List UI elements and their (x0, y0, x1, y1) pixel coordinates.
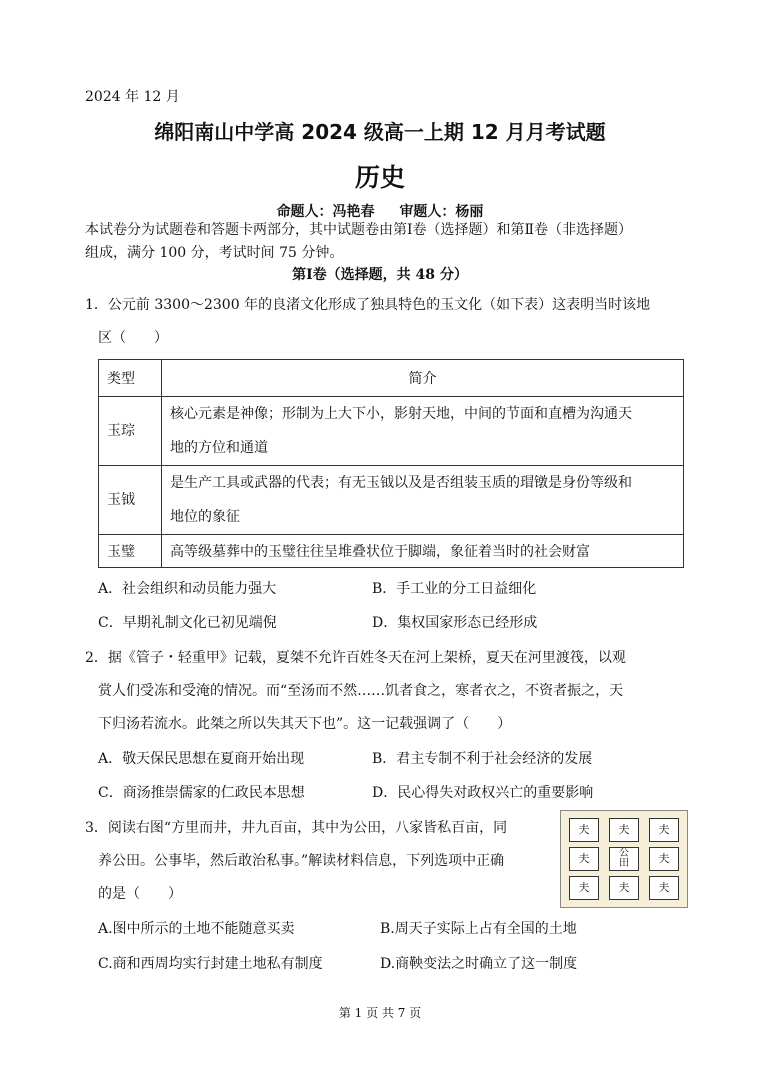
q2-stem-line-2: 赏人们受冻和受淹的情况。而“至汤而不然……饥者食之，寒者衣之，不资者振之，天 (98, 683, 624, 699)
q1-stem-line-2: 区（ ） (98, 330, 168, 346)
public-field (609, 847, 639, 871)
q3-option-d[interactable]: D.商鞅变法之时确立了这一制度 (380, 956, 578, 972)
q1-option-b[interactable]: B．手工业的分工日益细化 (372, 581, 537, 597)
q2-option-d[interactable]: D．民心得失对政权兴亡的重要影响 (372, 785, 594, 801)
desc-line: 核心元素是神像；形制为上大下小，影射天地，中间的节面和直槽为沟通天 (170, 406, 632, 422)
private-field: 夫 (609, 876, 639, 900)
table-header-row (99, 360, 684, 397)
table-header-type: 类型 (99, 360, 162, 397)
q2-stem-line-1: 2．据《管子・轻重甲》记载，夏桀不允许百姓冬天在河上架桥，夏天在河里渡筏，以观 (85, 650, 626, 666)
q1-option-c[interactable]: C．早期礼制文化已初见端倪 (98, 615, 277, 631)
table-cell-desc (162, 466, 684, 535)
q3-option-b[interactable]: B.周天子实际上占有全国的土地 (380, 921, 577, 937)
desc-line: 地的方位和通道 (170, 440, 268, 456)
desc-line: 是生产工具或武器的代表；有无玉钺以及是否组装玉质的瑁镦是身份等级和 (170, 475, 632, 491)
table-cell-desc: 高等级墓葬中的玉璧往往呈堆叠状位于脚端，象征着当时的社会财富 (162, 535, 684, 568)
page-footer: 第 1 页 共 7 页 (338, 1006, 422, 1020)
public-field-label-1: 公 (619, 848, 629, 859)
private-field: 夫 (649, 847, 679, 871)
table-row (99, 535, 684, 568)
public-field-label-2: 田 (619, 858, 629, 869)
private-field: 夫 (569, 847, 599, 871)
reviewer: 审题人：杨丽 (399, 204, 484, 220)
q1-stem-line-1: 1．公元前 3300～2300 年的良渚文化形成了独具特色的玉文化（如下表）这表明当时该地 (85, 297, 651, 313)
table-cell-type: 玉钺 (99, 466, 162, 535)
well-field-figure (560, 810, 688, 908)
exam-date: 2024 年 12 月 (85, 89, 180, 105)
q3-option-a[interactable]: A.图中所示的土地不能随意买卖 (98, 921, 295, 937)
private-field: 夫 (649, 876, 679, 900)
section-heading: 第Ⅰ卷（选择题，共 48 分） (292, 267, 468, 283)
private-field: 夫 (609, 818, 639, 842)
q2-option-b[interactable]: B．君主专制不利于社会经济的发展 (372, 751, 593, 767)
q2-option-a[interactable]: A．敬天保民思想在夏商开始出现 (98, 751, 305, 767)
jade-table (98, 359, 684, 568)
private-field: 夫 (569, 876, 599, 900)
q1-option-a[interactable]: A．社会组织和动员能力强大 (98, 581, 277, 597)
private-field: 夫 (569, 818, 599, 842)
table-header-desc: 简介 (162, 360, 684, 397)
table-cell-type: 玉琮 (99, 397, 162, 466)
intro-line-2: 组成，满分 100 分，考试时间 75 分钟。 (85, 245, 344, 261)
q3-stem-line-3: 的是（ ） (98, 886, 182, 902)
author: 命题人：冯艳春 (276, 204, 375, 220)
table-cell-type: 玉璧 (99, 535, 162, 568)
desc-line: 地位的象征 (170, 509, 240, 525)
exam-subject: 历史 (354, 163, 405, 192)
intro-line-1: 本试卷分为试题卷和答题卡两部分，其中试题卷由第Ⅰ卷（选择题）和第Ⅱ卷（非选择题） (85, 222, 633, 238)
q2-option-c[interactable]: C．商汤推崇儒家的仁政民本思想 (98, 785, 305, 801)
private-field: 夫 (649, 818, 679, 842)
q1-option-d[interactable]: D．集权国家形态已经形成 (372, 615, 538, 631)
exam-title: 绵阳南山中学高 2024 级高一上期 12 月月考试题 (154, 120, 606, 144)
table-row (99, 466, 684, 535)
table-row (99, 397, 684, 466)
q2-stem-line-3: 下归汤若流水。此桀之所以失其天下也”。这一记载强调了（ ） (98, 716, 512, 732)
table-cell-desc (162, 397, 684, 466)
q3-option-c[interactable]: C.商和西周均实行封建土地私有制度 (98, 956, 323, 972)
q3-stem-line-2: 养公田。公事毕，然后敢治私事。”解读材料信息，下列选项中正确 (98, 853, 505, 869)
q3-stem-line-1: 3．阅读右图“方里而井，井九百亩，其中为公田，八家皆私百亩，同 (85, 820, 508, 836)
